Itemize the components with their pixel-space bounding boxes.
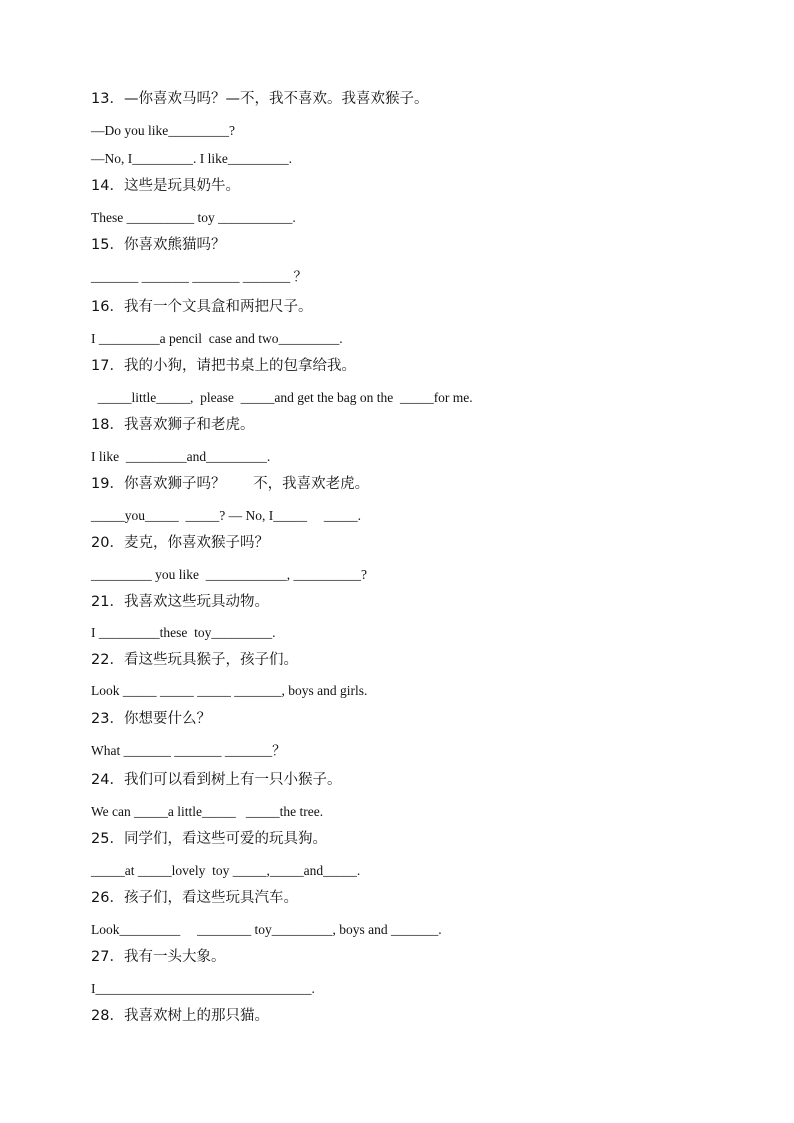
answer-14: These __________ toy ___________. bbox=[91, 210, 296, 225]
answer-13-line-2: —No, I_________. I like_________. bbox=[91, 151, 292, 166]
answer-23: What _______ _______ _______？ bbox=[91, 743, 286, 758]
question-25: 25．同学们，看这些可爱的玩具狗。 bbox=[91, 831, 327, 847]
question-24: 24．我们可以看到树上有一只小猴子。 bbox=[91, 772, 342, 788]
question-15: 15．你喜欢熊猫吗？ bbox=[91, 237, 226, 253]
question-28: 28．我喜欢树上的那只猫。 bbox=[91, 1008, 269, 1024]
answer-13-line-1: —Do you like_________? bbox=[91, 123, 235, 138]
answer-21: I _________these toy_________. bbox=[91, 625, 276, 640]
question-27: 27．我有一头大象。 bbox=[91, 949, 226, 965]
answer-20: _________ you like ____________, __________? bbox=[91, 567, 367, 582]
question-21: 21．我喜欢这些玩具动物。 bbox=[91, 594, 269, 610]
answer-16: I _________a pencil case and two_________. bbox=[91, 331, 343, 346]
question-20: 20．麦克，你喜欢猴子吗？ bbox=[91, 535, 269, 551]
question-26: 26．孩子们，看这些玩具汽车。 bbox=[91, 890, 298, 906]
answer-26: Look_________ ________ toy_________, boys and _______. bbox=[91, 922, 442, 937]
question-18: 18．我喜欢狮子和老虎。 bbox=[91, 417, 255, 433]
question-23: 23．你想要什么？ bbox=[91, 711, 211, 727]
question-17: 17．我的小狗，请把书桌上的包拿给我。 bbox=[91, 358, 356, 374]
question-19: 19．你喜欢狮子吗？ 不，我喜欢老虎。 bbox=[91, 476, 370, 492]
answer-18: I like _________and_________. bbox=[91, 449, 271, 464]
question-16: 16．我有一个文具盒和两把尺子。 bbox=[91, 299, 313, 315]
question-22: 22．看这些玩具猴子，孩子们。 bbox=[91, 652, 298, 668]
answer-24: We can _____a little_____ _____the tree. bbox=[91, 804, 324, 819]
answer-15: _______ _______ _______ _______ ？ bbox=[91, 269, 307, 284]
answer-17: _____little_____, please _____and get the bag on the _____for me. bbox=[91, 390, 473, 405]
question-14: 14．这些是玩具奶牛。 bbox=[91, 178, 240, 194]
answer-25: _____at _____lovely toy _____,_____and_____. bbox=[91, 863, 361, 878]
answer-19: _____you_____ _____? — No, I_____ _____. bbox=[91, 508, 361, 523]
question-13: 13．—你喜欢马吗？—不，我不喜欢。我喜欢猴子。 bbox=[91, 91, 429, 107]
answer-22: Look _____ _____ _____ _______, boys and girls. bbox=[91, 683, 368, 698]
answer-27: I________________________________. bbox=[91, 981, 315, 996]
